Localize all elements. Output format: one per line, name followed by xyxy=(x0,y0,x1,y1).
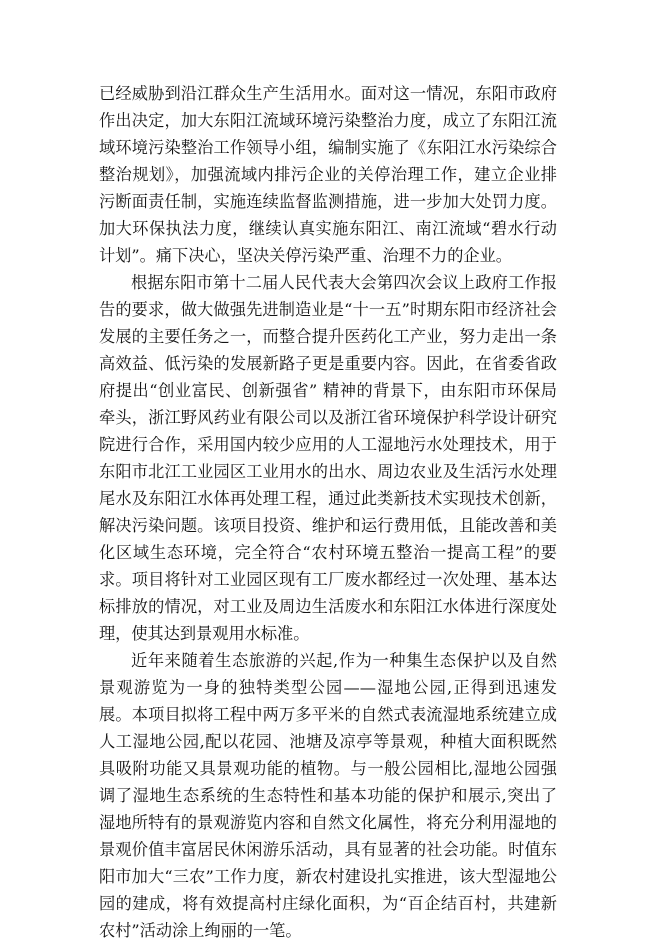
paragraph-wetland-park: 近年来随着生态旅游的兴起,作为一种集生态保护以及自然景观游览为一身的独特类型公园——湿地公园,正得到迅速发展。本项目拟将工程中两万多平米的自然式表流湿地系统建立成人工湿地公园,配以花园、池塘及凉亭等景观，种植大面积既然具吸附功能又具景观功能的植物。与一般公园相比,湿地公园强调了湿地生态系统的生态特性和基本功能的保护和展示,突出了湿地所特有的景观游览内容和自然文化属性，将充分利用湿地的景观价值丰富居民休闲游乐活动，具有显著的社会功能。时值东阳市加大“三农”工作力度，新农村建设扎实推进，该大型湿地公园的建成，将有效提高村庄绿化面积，为“百企结百村，共建新农村”活动涂上绚丽的一笔。 xyxy=(99,651,557,940)
paragraph-government-report: 根据东阳市第十二届人民代表大会第四次会议上政府工作报告的要求，做大做强先进制造业是“十一五”时期东阳市经济社会发展的主要任务之一，而整合提升医药化工产业，努力走出一条高效益、低污染的发展新路子更是重要内容。因此，在省委省政府提出“创业富民、创新强省” 精神的背景下，由东阳市环保局牵头，浙江野风药业有限公司以及浙江省环境保护科学设计研究院进行合作，采用国内较少应用的人工湿地污水处理技术，用于东阳市北江工业园区工业用水的出水、周边农业及生活污水处理尾水及东阳江水体再处理工程，通过此类新技术实现技术创新，解决污染问题。该项目投资、维护和运行费用低，且能改善和美化区域生态环境，完全符合“农村环境五整治一提高工程”的要求。项目将针对工业园区现有工厂废水都经过一次处理、基本达标排放的情况，对工业及周边生活废水和东阳江水体进行深度处理，使其达到景观用水标准。 xyxy=(99,273,557,643)
paragraph-continuation: 已经威胁到沿江群众生产生活用水。面对这一情况，东阳市政府作出决定，加大东阳江流域环境污染整治力度，成立了东阳江流域环境污染整治工作领导小组，编制实施了《东阳江水污染综合整治规划》，加强流域内排污企业的关停治理工作，建立企业排污断面责任制，实施连续监督监测措施，进一步加大处罚力度。加大环保执法力度，继续认真实施东阳江、南江流域“碧水行动计划”。痛下决心，坚决关停污染严重、治理不力的企业。 xyxy=(99,84,557,265)
body-text xyxy=(99,80,557,944)
